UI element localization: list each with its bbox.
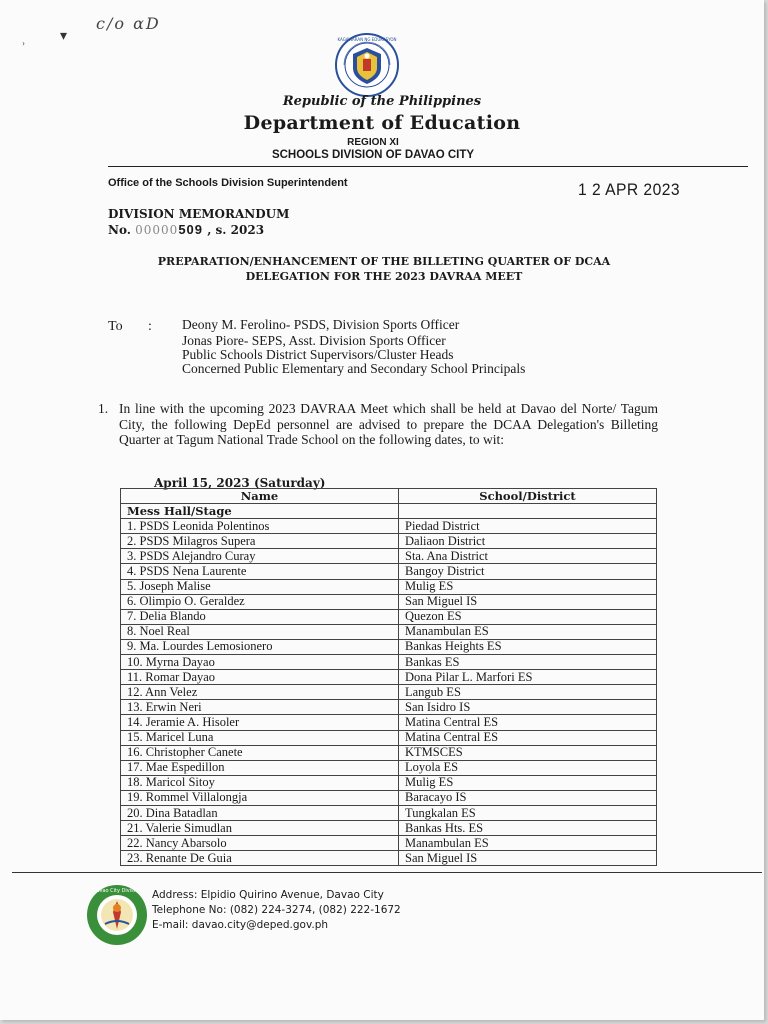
recipient-3: Public Schools District Supervisors/Cluster Heads <box>182 347 454 362</box>
school-cell: Loyola ES <box>399 760 657 775</box>
name-cell: 7. Delia Blando <box>121 609 399 624</box>
name-cell: 5. Joseph Malise <box>121 579 399 594</box>
subject-line-2: DELEGATION FOR THE 2023 DAVRAA MEET <box>245 270 523 283</box>
name-cell: 15. Maricel Luna <box>121 730 399 745</box>
table-row <box>121 594 657 609</box>
table-row <box>121 700 657 715</box>
table-row <box>121 549 657 564</box>
date-stamp: 1 2 APR 2023 <box>578 180 681 199</box>
name-cell: 2. PSDS Milagros Supera <box>121 534 399 549</box>
memo-number-suffix: , s. 2023 <box>203 223 265 237</box>
name-cell: 20. Dina Batadlan <box>121 805 399 820</box>
school-cell: San Isidro IS <box>399 700 657 715</box>
table-row <box>121 639 657 654</box>
school-cell: Piedad District <box>399 519 657 534</box>
school-cell: San Miguel IS <box>399 851 657 866</box>
name-cell: 6. Olimpio O. Geraldez <box>121 594 399 609</box>
table-row <box>121 609 657 624</box>
name-cell: 19. Rommel Villalongja <box>121 790 399 805</box>
name-cell: 1. PSDS Leonida Polentinos <box>121 519 399 534</box>
table-row <box>121 519 657 534</box>
name-cell: 17. Mae Espedillon <box>121 760 399 775</box>
school-cell: Daliaon District <box>399 534 657 549</box>
department-heading: Department of Education <box>243 112 521 134</box>
name-column-header: Name <box>121 489 399 504</box>
school-cell: Bankas Hts. ES <box>399 821 657 836</box>
school-cell: Manambulan ES <box>399 624 657 639</box>
table-row <box>121 579 657 594</box>
school-cell: Baracayo IS <box>399 790 657 805</box>
table-row <box>121 805 657 820</box>
table-row <box>121 760 657 775</box>
footer-divider <box>12 872 762 873</box>
memo-number-value: 509 <box>178 222 204 237</box>
name-cell: 12. Ann Velez <box>121 685 399 700</box>
table-row <box>121 821 657 836</box>
school-cell: Dona Pilar L. Marfori ES <box>399 670 657 685</box>
table-row <box>121 775 657 790</box>
staple-mark: ▾ <box>60 29 68 44</box>
school-cell: Sta. Ana District <box>399 549 657 564</box>
table-row <box>121 685 657 700</box>
name-cell: 9. Ma. Lourdes Lemosionero <box>121 639 399 654</box>
name-cell: 3. PSDS Alejandro Curay <box>121 549 399 564</box>
to-label: To <box>108 319 123 334</box>
table-row <box>121 655 657 670</box>
school-cell: Bankas Heights ES <box>399 639 657 654</box>
personnel-table <box>120 488 657 866</box>
republic-heading: Republic of the Philippines <box>282 94 482 109</box>
logo-text: Davao City Division <box>92 888 142 894</box>
handwritten-note: c/o αD <box>96 14 161 33</box>
table-row <box>121 851 657 866</box>
school-cell: Manambulan ES <box>399 836 657 851</box>
paragraph-text: In line with the upcoming 2023 DAVRAA Meet which shall be held at Davao del Norte/ Tagum City, the following DepEd personnel are advised to prepare the DCAA Delegation's Billeting Quarter at Tagum National Trade School on the following dates, to wit: <box>119 401 658 447</box>
memo-number <box>108 222 264 237</box>
name-cell: 11. Romar Dayao <box>121 670 399 685</box>
school-cell: Matina Central ES <box>399 730 657 745</box>
memo-number-blank: 00000 <box>135 223 179 237</box>
section-label: Mess Hall/Stage <box>121 504 399 519</box>
name-cell: 13. Erwin Neri <box>121 700 399 715</box>
name-cell: 23. Renante De Guia <box>121 851 399 866</box>
name-cell: 10. Myrna Dayao <box>121 655 399 670</box>
header-divider <box>108 166 748 167</box>
paragraph-1 <box>98 401 658 448</box>
division-heading: SCHOOLS DIVISION OF DAVAO CITY <box>271 149 475 161</box>
school-cell: Tungkalan ES <box>399 805 657 820</box>
memo-subject <box>100 254 668 284</box>
footer-address: Address: Elpidio Quirino Avenue, Davao City <box>152 889 384 901</box>
recipient-4: Concerned Public Elementary and Secondary School Principals <box>182 361 526 376</box>
table-row <box>121 790 657 805</box>
recipient-1: Deony M. Ferolino- PSDS, Division Sports Officer <box>182 317 460 332</box>
table-header-row <box>121 489 657 504</box>
table-row <box>121 670 657 685</box>
school-cell: KTMSCES <box>399 745 657 760</box>
region-heading: REGION XI <box>347 137 399 148</box>
footer-email: E-mail: davao.city@deped.gov.ph <box>152 919 329 931</box>
table-row <box>121 534 657 549</box>
table-row <box>121 624 657 639</box>
school-cell: Quezon ES <box>399 609 657 624</box>
school-cell: Mulig ES <box>399 775 657 790</box>
table-row <box>121 564 657 579</box>
name-cell: 14. Jeramie A. Hisoler <box>121 715 399 730</box>
memo-type: DIVISION MEMORANDUM <box>108 207 290 221</box>
table-row <box>121 730 657 745</box>
paragraph-number: 1. <box>98 401 109 416</box>
office-line: Office of the Schools Division Superintendent <box>108 177 348 189</box>
name-cell: 4. PSDS Nena Laurente <box>121 564 399 579</box>
subject-line-1: PREPARATION/ENHANCEMENT OF THE BILLETING QUARTER OF DCAA <box>157 255 611 268</box>
division-logo <box>86 884 148 946</box>
school-cell: Bangoy District <box>399 564 657 579</box>
schedule-date: April 15, 2023 (Saturday) <box>154 476 326 490</box>
name-cell: 22. Nancy Abarsolo <box>121 836 399 851</box>
school-column-header: School/District <box>399 489 657 504</box>
to-colon: : <box>148 319 152 334</box>
recipient-2: Jonas Piore- SEPS, Asst. Division Sports Officer <box>182 333 446 348</box>
name-cell: 18. Maricol Sitoy <box>121 775 399 790</box>
contact-footer <box>152 888 401 933</box>
memo-number-prefix: No. <box>108 223 136 237</box>
table-row <box>121 836 657 851</box>
deped-seal-logo <box>334 32 400 98</box>
name-cell: 21. Valerie Simudlan <box>121 821 399 836</box>
section-empty-cell <box>399 504 657 519</box>
school-cell: Mulig ES <box>399 579 657 594</box>
footer-telephone: Telephone No: (082) 224-3274, (082) 222-1672 <box>152 904 401 916</box>
table-row <box>121 715 657 730</box>
section-row <box>121 504 657 519</box>
name-cell: 8. Noel Real <box>121 624 399 639</box>
school-cell: Bankas ES <box>399 655 657 670</box>
school-cell: San Miguel IS <box>399 594 657 609</box>
school-cell: Langub ES <box>399 685 657 700</box>
table-row <box>121 745 657 760</box>
school-cell: Matina Central ES <box>399 715 657 730</box>
scan-mark: › <box>22 38 25 48</box>
name-cell: 16. Christopher Canete <box>121 745 399 760</box>
seal-text: KAGAWARAN NG EDUKASYON <box>337 37 397 42</box>
